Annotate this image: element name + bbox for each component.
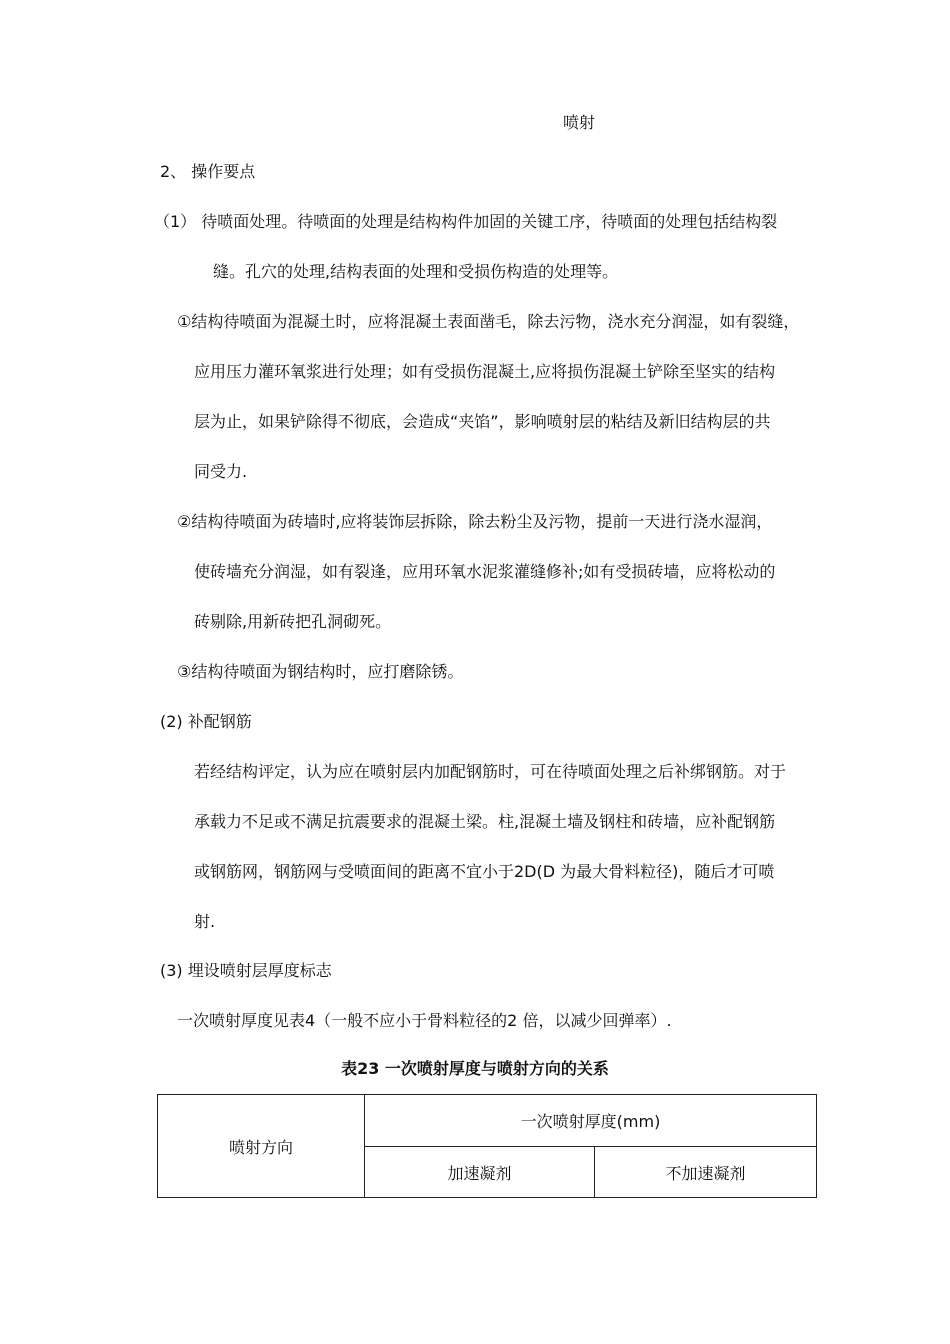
- paragraph-line: 或钢筋网，钢筋网与受喷面间的距离不宜小于2D(D 为最大骨料粒径)，随后才可喷: [194, 862, 775, 881]
- item-2-heading: (2) 补配钢筋: [160, 712, 252, 731]
- paragraph-line: 使砖墙充分润湿，如有裂逢，应用环氧水泥浆灌缝修补;如有受损砖墙，应将松动的: [194, 562, 776, 581]
- paragraph-line: 缝。孔穴的处理,结构表面的处理和受损伤构造的处理等。: [213, 262, 619, 281]
- paragraph-line: 承载力不足或不满足抗震要求的混凝土梁。柱,混凝土墙及钢柱和砖墙，应补配钢筋: [194, 812, 776, 831]
- thickness-table: [157, 1094, 817, 1198]
- table-caption: 表23 一次喷射厚度与喷射方向的关系: [341, 1059, 609, 1078]
- item-3-heading: (3) 埋设喷射层厚度标志: [160, 961, 332, 980]
- table-header-thickness: 一次喷射厚度(mm): [365, 1095, 817, 1147]
- sub-item-3: ③结构待喷面为钢结构时，应打磨除锈。: [177, 662, 464, 681]
- section-heading: 2、 操作要点: [160, 162, 256, 181]
- paragraph-line: 砖剔除,用新砖把孔洞砌死。: [194, 612, 392, 631]
- paragraph-line: ①结构待喷面为混凝土时，应将混凝土表面凿毛，除去污物，浇水充分润湿，如有裂缝，: [177, 312, 800, 331]
- paragraph-line: 若经结构评定，认为应在喷射层内加配钢筋时，可在待喷面处理之后补绑钢筋。对于: [194, 762, 787, 781]
- paragraph-line: 应用压力灌环氧浆进行处理；如有受损伤混凝土,应将损伤混凝土铲除至坚实的结构: [194, 362, 776, 381]
- table-col-no-accelerator: 不加速凝剂: [595, 1147, 817, 1198]
- paragraph-line: （1） 待喷面处理。待喷面的处理是结构构件加固的关键工序，待喷面的处理包括结构裂: [154, 212, 778, 231]
- paragraph-line: 层为止，如果铲除得不彻底，会造成“夹馅”，影响喷射层的粘结及新旧结构层的共: [194, 412, 771, 431]
- page-header-fragment: 喷射: [563, 113, 596, 132]
- paragraph-line: 射.: [194, 912, 216, 931]
- table-header-direction: 喷射方向: [158, 1095, 365, 1198]
- table-col-accelerator: 加速凝剂: [365, 1147, 595, 1198]
- paragraph-line: 同受力.: [194, 462, 248, 481]
- paragraph-line: ②结构待喷面为砖墙时,应将装饰层拆除，除去粉尘及污物，提前一天进行浇水湿润，: [177, 512, 773, 531]
- item-3-paragraph: 一次喷射厚度见表4（一般不应小于骨料粒径的2 倍，以减少回弹率）.: [177, 1011, 672, 1030]
